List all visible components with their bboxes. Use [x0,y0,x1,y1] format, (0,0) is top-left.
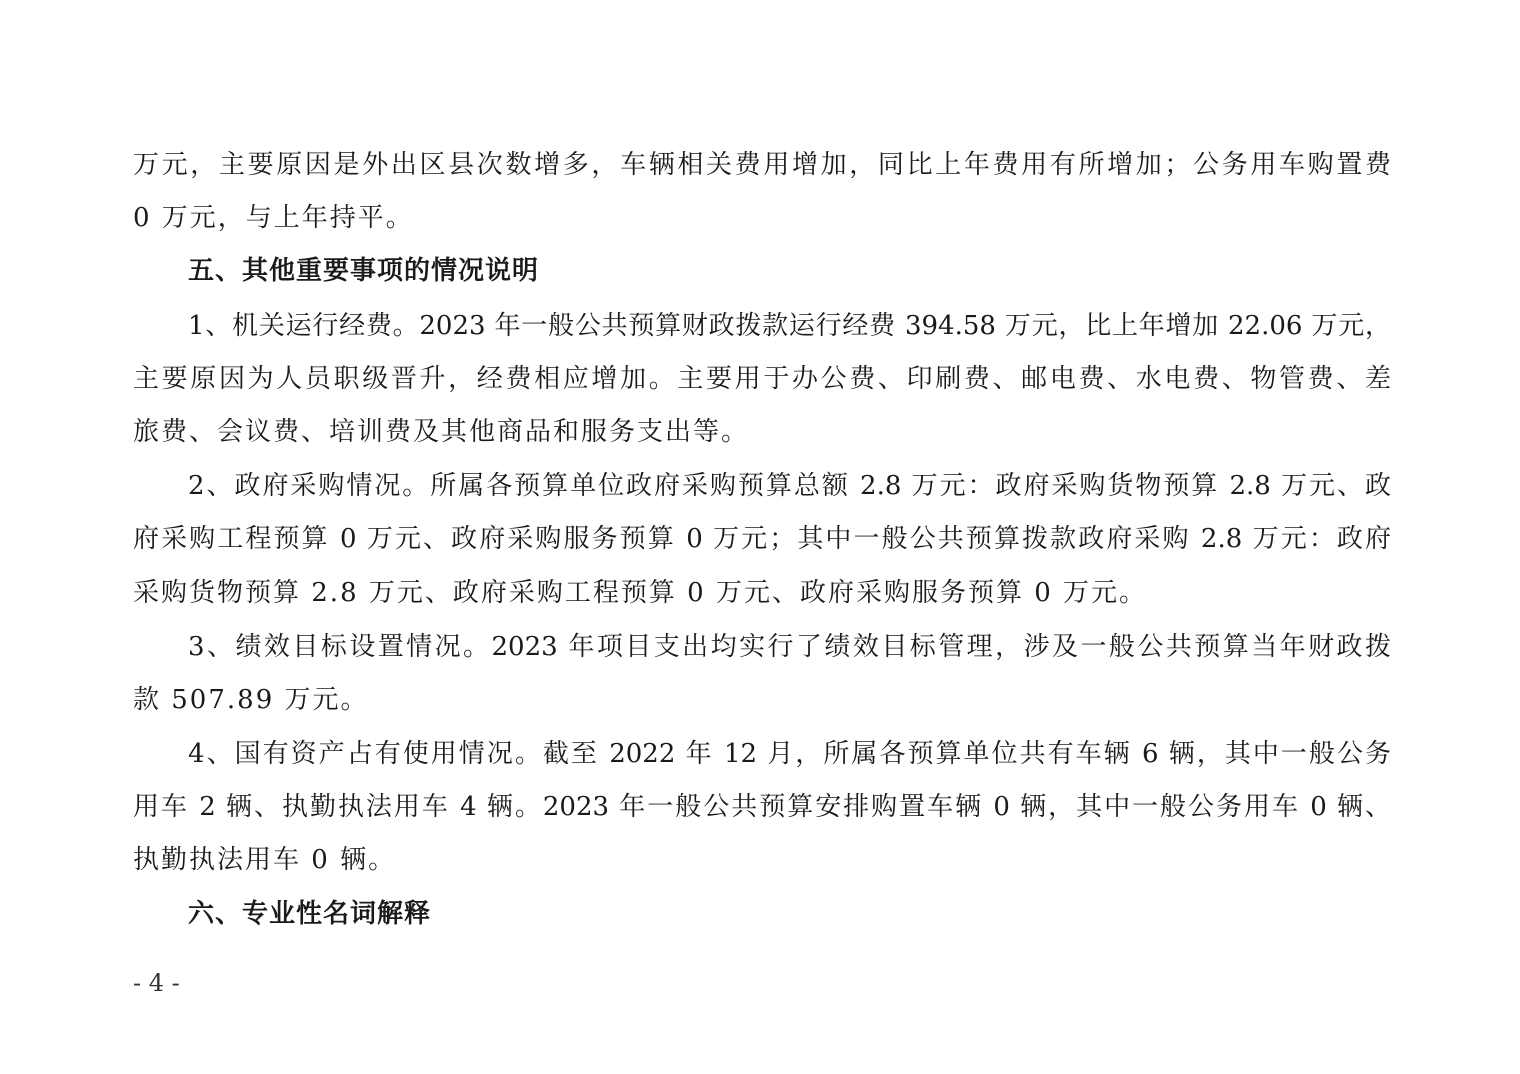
paragraph-line: 府采购工程预算 0 万元、政府采购服务预算 0 万元；其中一般公共预算拨款政府采购 2.8 万元：政府 [133,524,1391,554]
paragraph-line: 款 507.89 万元。 [133,685,369,715]
paragraph-line: 3、绩效目标设置情况。2023 年项目支出均实行了绩效目标管理，涉及一般公共预算当年财政拨 [188,632,1391,662]
paragraph-line: 1、机关运行经费。2023 年一般公共预算财政拨款运行经费 394.58 万元，比上年增加 22.06 万元， [188,311,1391,341]
paragraph-line: 0 万元，与上年持平。 [133,203,414,233]
paragraph-line: 采购货物预算 2.8 万元、政府采购工程预算 0 万元、政府采购服务预算 0 万元。 [133,578,1148,608]
paragraph-line: 用车 2 辆、执勤执法用车 4 辆。2023 年一般公共预算安排购置车辆 0 辆，其中一般公务用车 0 辆、 [133,792,1392,822]
section-heading-5: 五、其他重要事项的情况说明 [188,256,540,286]
paragraph-line: 4、国有资产占有使用情况。截至 2022 年 12 月，所属各预算单位共有车辆 6 辆，其中一般公务 [188,739,1391,769]
paragraph-line: 主要原因为人员职级晋升，经费相应增加。主要用于办公费、印刷费、邮电费、水电费、物管费、差 [133,364,1391,394]
section-heading-6: 六、专业性名词解释 [188,899,432,929]
paragraph-line: 执勤执法用车 0 辆。 [133,845,397,875]
paragraph-line: 旅费、会议费、培训费及其他商品和服务支出等。 [133,417,750,447]
page-number: - 4 - [133,969,180,997]
paragraph-line: 2、政府采购情况。所属各预算单位政府采购预算总额 2.8 万元：政府采购货物预算 2.8 万元、政 [188,471,1391,501]
paragraph-line: 万元，主要原因是外出区县次数增多，车辆相关费用增加，同比上年费用有所增加；公务用车购置费 [133,150,1391,180]
